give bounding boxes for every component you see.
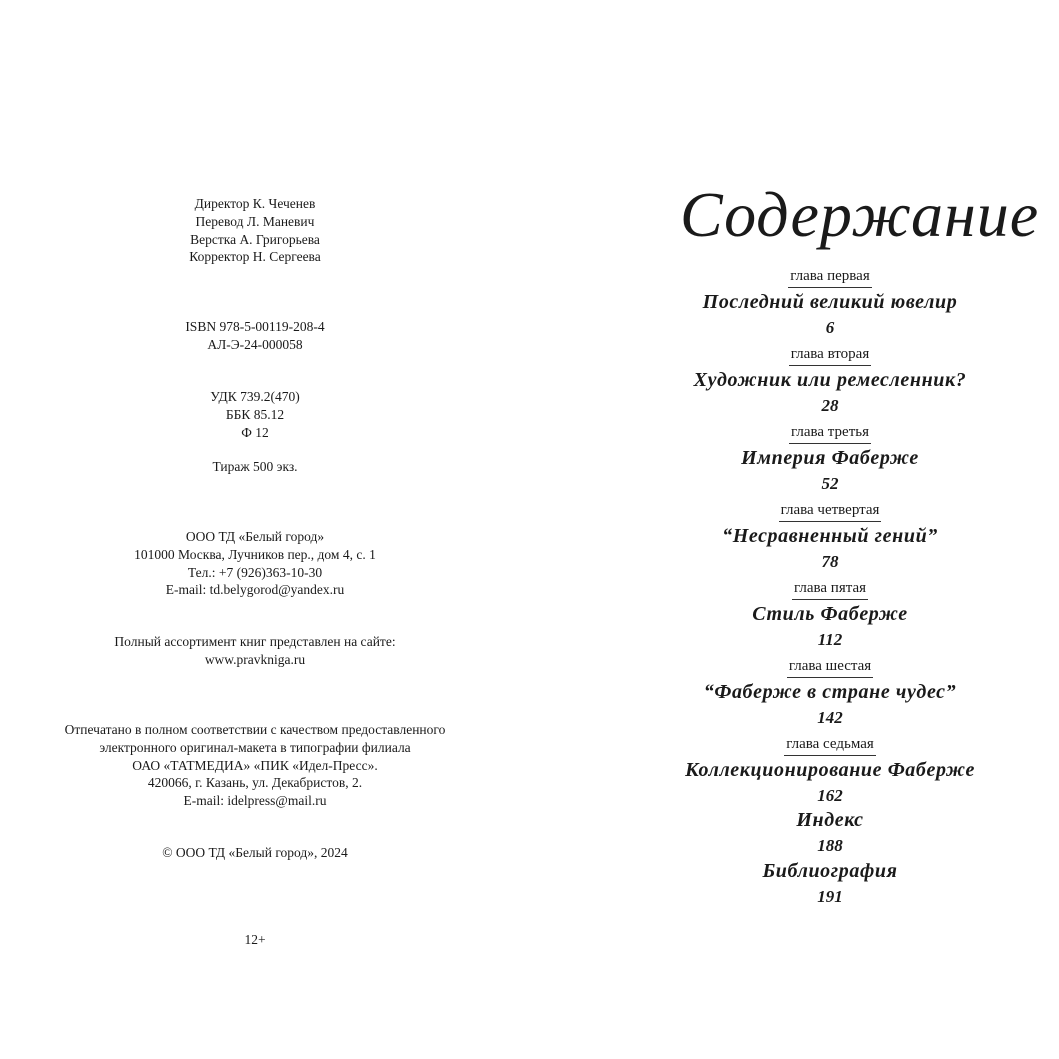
- udk-code: УДК 739.2(470): [210, 389, 300, 404]
- chapter-label: глава вторая: [789, 346, 871, 366]
- publisher-name: ООО ТД «Белый город»: [185, 529, 325, 544]
- chapter-label: глава четвертая: [779, 502, 882, 522]
- printing-line-3: ОАО «ТАТМЕДИА» «ПИК «Идел-Пресс».: [132, 757, 378, 773]
- printing-block: [0, 721, 510, 810]
- toc-entry-3: [680, 423, 980, 495]
- chapter-title: “Фаберже в стране чудес”: [703, 681, 957, 703]
- assortment-website: www.pravkniga.ru: [204, 651, 306, 667]
- table-of-contents: [680, 0, 1040, 1059]
- assortment-block: [0, 633, 510, 669]
- imprint-page: [0, 0, 510, 1059]
- toc-entry-4: [680, 501, 980, 573]
- toc-entry-bibliography: [680, 857, 980, 908]
- chapter-title: “Несравненный гений”: [722, 525, 938, 547]
- credit-proofreader: Корректор Н. Сергеева: [189, 249, 321, 265]
- assortment-text: Полный ассортимент книг представлен на сайте:: [114, 634, 396, 649]
- printing-line-2: электронного оригинал-макета в типографии филиала: [99, 739, 411, 755]
- toc-entry-2: [680, 345, 980, 417]
- chapter-label: глава третья: [789, 424, 871, 444]
- publisher-block: [0, 528, 510, 599]
- credits-block: [0, 195, 510, 266]
- printing-email: E-mail: idelpress@mail.ru: [183, 793, 327, 809]
- index-page: 188: [817, 836, 843, 855]
- chapter-label: глава пятая: [792, 580, 868, 600]
- credit-layout: Верстка А. Григорьева: [190, 231, 320, 247]
- credit-director: Директор К. Чеченев: [194, 196, 316, 211]
- chapter-page: 78: [821, 552, 839, 571]
- chapter-label: глава первая: [788, 268, 871, 288]
- chapter-title: Художник или ремесленник?: [693, 369, 967, 391]
- bibliography-title: Библиография: [762, 860, 898, 882]
- toc-entry-7: [680, 735, 980, 807]
- classification-block: [0, 388, 510, 441]
- printing-line-4: 420066, г. Казань, ул. Декабристов, 2.: [147, 775, 363, 791]
- publisher-phone: Тел.: +7 (926)363-10-30: [187, 564, 323, 580]
- chapter-label: глава шестая: [787, 658, 873, 678]
- isbn-block: [0, 318, 510, 354]
- bibliography-page: 191: [817, 887, 843, 906]
- isbn: ISBN 978-5-00119-208-4: [185, 319, 325, 334]
- credit-translation: Перевод Л. Маневич: [195, 213, 315, 229]
- chapter-title: Империя Фаберже: [741, 447, 919, 469]
- publisher-address: 101000 Москва, Лучников пер., дом 4, с. 1: [134, 546, 376, 562]
- chapter-page: 112: [817, 630, 843, 649]
- toc-entry-index: [680, 806, 980, 857]
- chapter-page: 6: [825, 318, 835, 337]
- chapter-page: 162: [817, 786, 843, 805]
- chapter-page: 142: [817, 708, 843, 727]
- toc-title: Содержание: [680, 179, 1040, 250]
- al-code: АЛ-Э-24-000058: [207, 336, 303, 352]
- chapter-title: Стиль Фаберже: [752, 603, 908, 625]
- publisher-email: E-mail: td.belygorod@yandex.ru: [165, 582, 345, 598]
- index-title: Индекс: [796, 809, 864, 831]
- printing-line-1: Отпечатано в полном соответствии с качеством предоставленного: [64, 722, 446, 737]
- chapter-title: Последний великий ювелир: [702, 291, 958, 313]
- toc-entry-1: [680, 267, 980, 339]
- chapter-page: 28: [821, 396, 839, 415]
- toc-entry-5: [680, 579, 980, 651]
- chapter-title: Коллекционирование Фаберже: [685, 759, 975, 781]
- copyright: © ООО ТД «Белый город», 2024: [162, 845, 348, 860]
- print-run: Тираж 500 экз.: [212, 459, 298, 474]
- chapter-label: глава седьмая: [784, 736, 876, 756]
- chapter-page: 52: [821, 474, 839, 493]
- author-mark: Ф 12: [241, 424, 269, 440]
- bbk-code: ББК 85.12: [225, 406, 285, 422]
- age-rating: 12+: [244, 932, 266, 947]
- toc-entry-6: [680, 657, 980, 729]
